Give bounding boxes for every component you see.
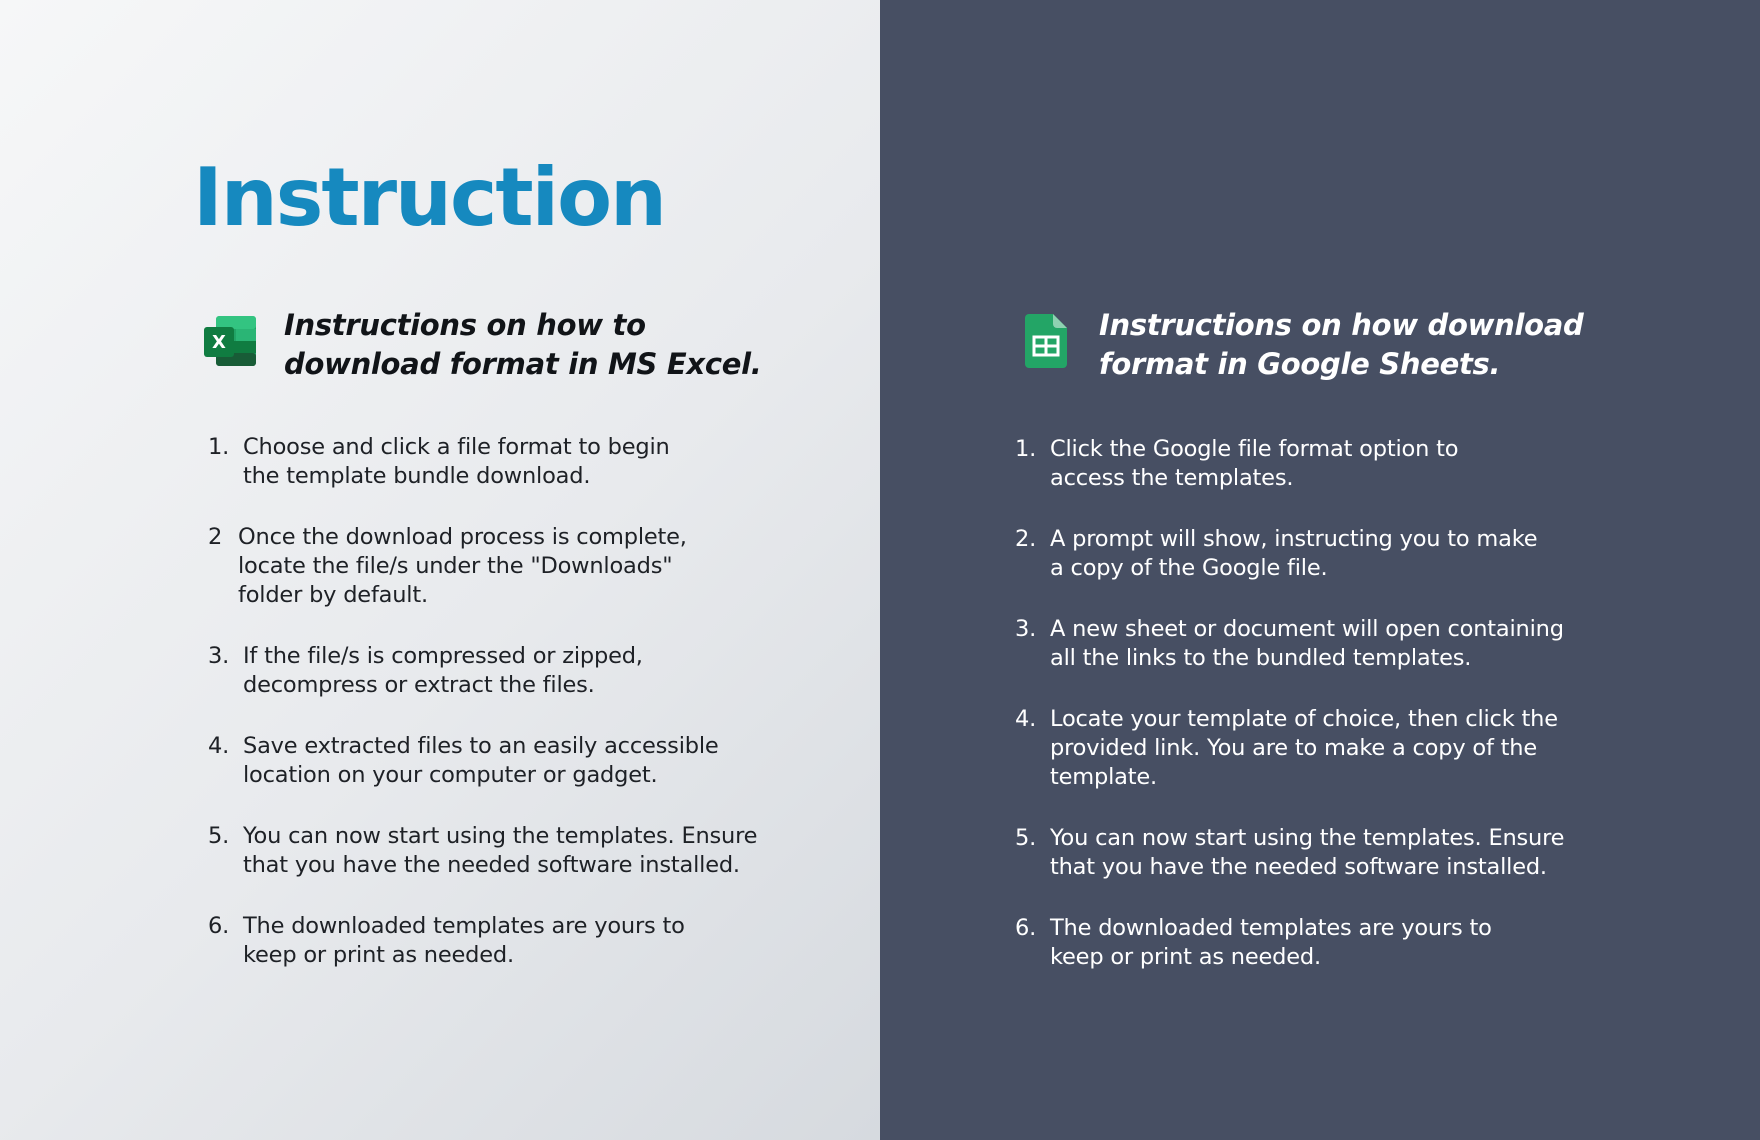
ms-excel-icon: [202, 312, 260, 370]
sheets-step-6: [1015, 914, 1575, 972]
excel-step-4: [208, 732, 768, 790]
sheets-step-4: [1015, 705, 1575, 792]
step-text: Once the download process is complete, locate the file/s under the "Downloads" folder by default.: [238, 524, 687, 608]
excel-step-6: [208, 912, 768, 970]
sheets-section-header: [1017, 306, 1599, 384]
step-number: 6.: [208, 913, 230, 939]
step-text: A new sheet or document will open containing all the links to the bundled templates.: [1050, 616, 1564, 671]
step-text: Click the Google file format option to access the templates.: [1050, 436, 1459, 491]
svg-text:X: X: [212, 332, 226, 353]
step-text: A prompt will show, instructing you to make a copy of the Google file.: [1050, 526, 1538, 581]
step-number: 2: [208, 524, 223, 550]
step-number: 4.: [208, 733, 230, 759]
step-text: You can now start using the templates. Ensure that you have the needed software installed.: [243, 823, 758, 878]
step-number: 5.: [208, 823, 230, 849]
step-number: 4.: [1015, 706, 1037, 732]
step-text: The downloaded templates are yours to keep or print as needed.: [243, 913, 685, 968]
step-number: 1.: [1015, 436, 1037, 462]
step-number: 3.: [1015, 616, 1037, 642]
google-sheets-icon: [1017, 312, 1075, 370]
step-number: 3.: [208, 643, 230, 669]
excel-steps-list: [208, 433, 768, 1002]
excel-step-3: [208, 642, 768, 700]
step-text: The downloaded templates are yours to keep or print as needed.: [1050, 915, 1492, 970]
excel-section-title: Instructions on how to download format in MS Excel.: [284, 308, 762, 381]
step-text: Locate your template of choice, then click the provided link. You are to make a copy of the template.: [1050, 706, 1558, 790]
step-number: 5.: [1015, 825, 1037, 851]
sheets-step-2: [1015, 525, 1575, 583]
excel-step-5: [208, 822, 768, 880]
page-title: Instruction: [193, 151, 665, 244]
step-number: 1.: [208, 434, 230, 460]
step-text: Choose and click a file format to begin the template bundle download.: [243, 434, 670, 489]
sheets-step-1: [1015, 435, 1575, 493]
excel-step-1: [208, 433, 768, 491]
sheets-step-5: [1015, 824, 1575, 882]
sheets-section-title: Instructions on how download format in Google Sheets.: [1099, 308, 1584, 381]
excel-step-2: [208, 523, 768, 610]
step-number: 2.: [1015, 526, 1037, 552]
step-text: Save extracted files to an easily accessible location on your computer or gadget.: [243, 733, 719, 788]
sheets-steps-list: [1015, 435, 1575, 1004]
step-text: If the file/s is compressed or zipped, decompress or extract the files.: [243, 643, 643, 698]
step-number: 6.: [1015, 915, 1037, 941]
sheets-step-3: [1015, 615, 1575, 673]
step-text: You can now start using the templates. Ensure that you have the needed software installed.: [1050, 825, 1565, 880]
excel-section-header: [202, 306, 784, 384]
